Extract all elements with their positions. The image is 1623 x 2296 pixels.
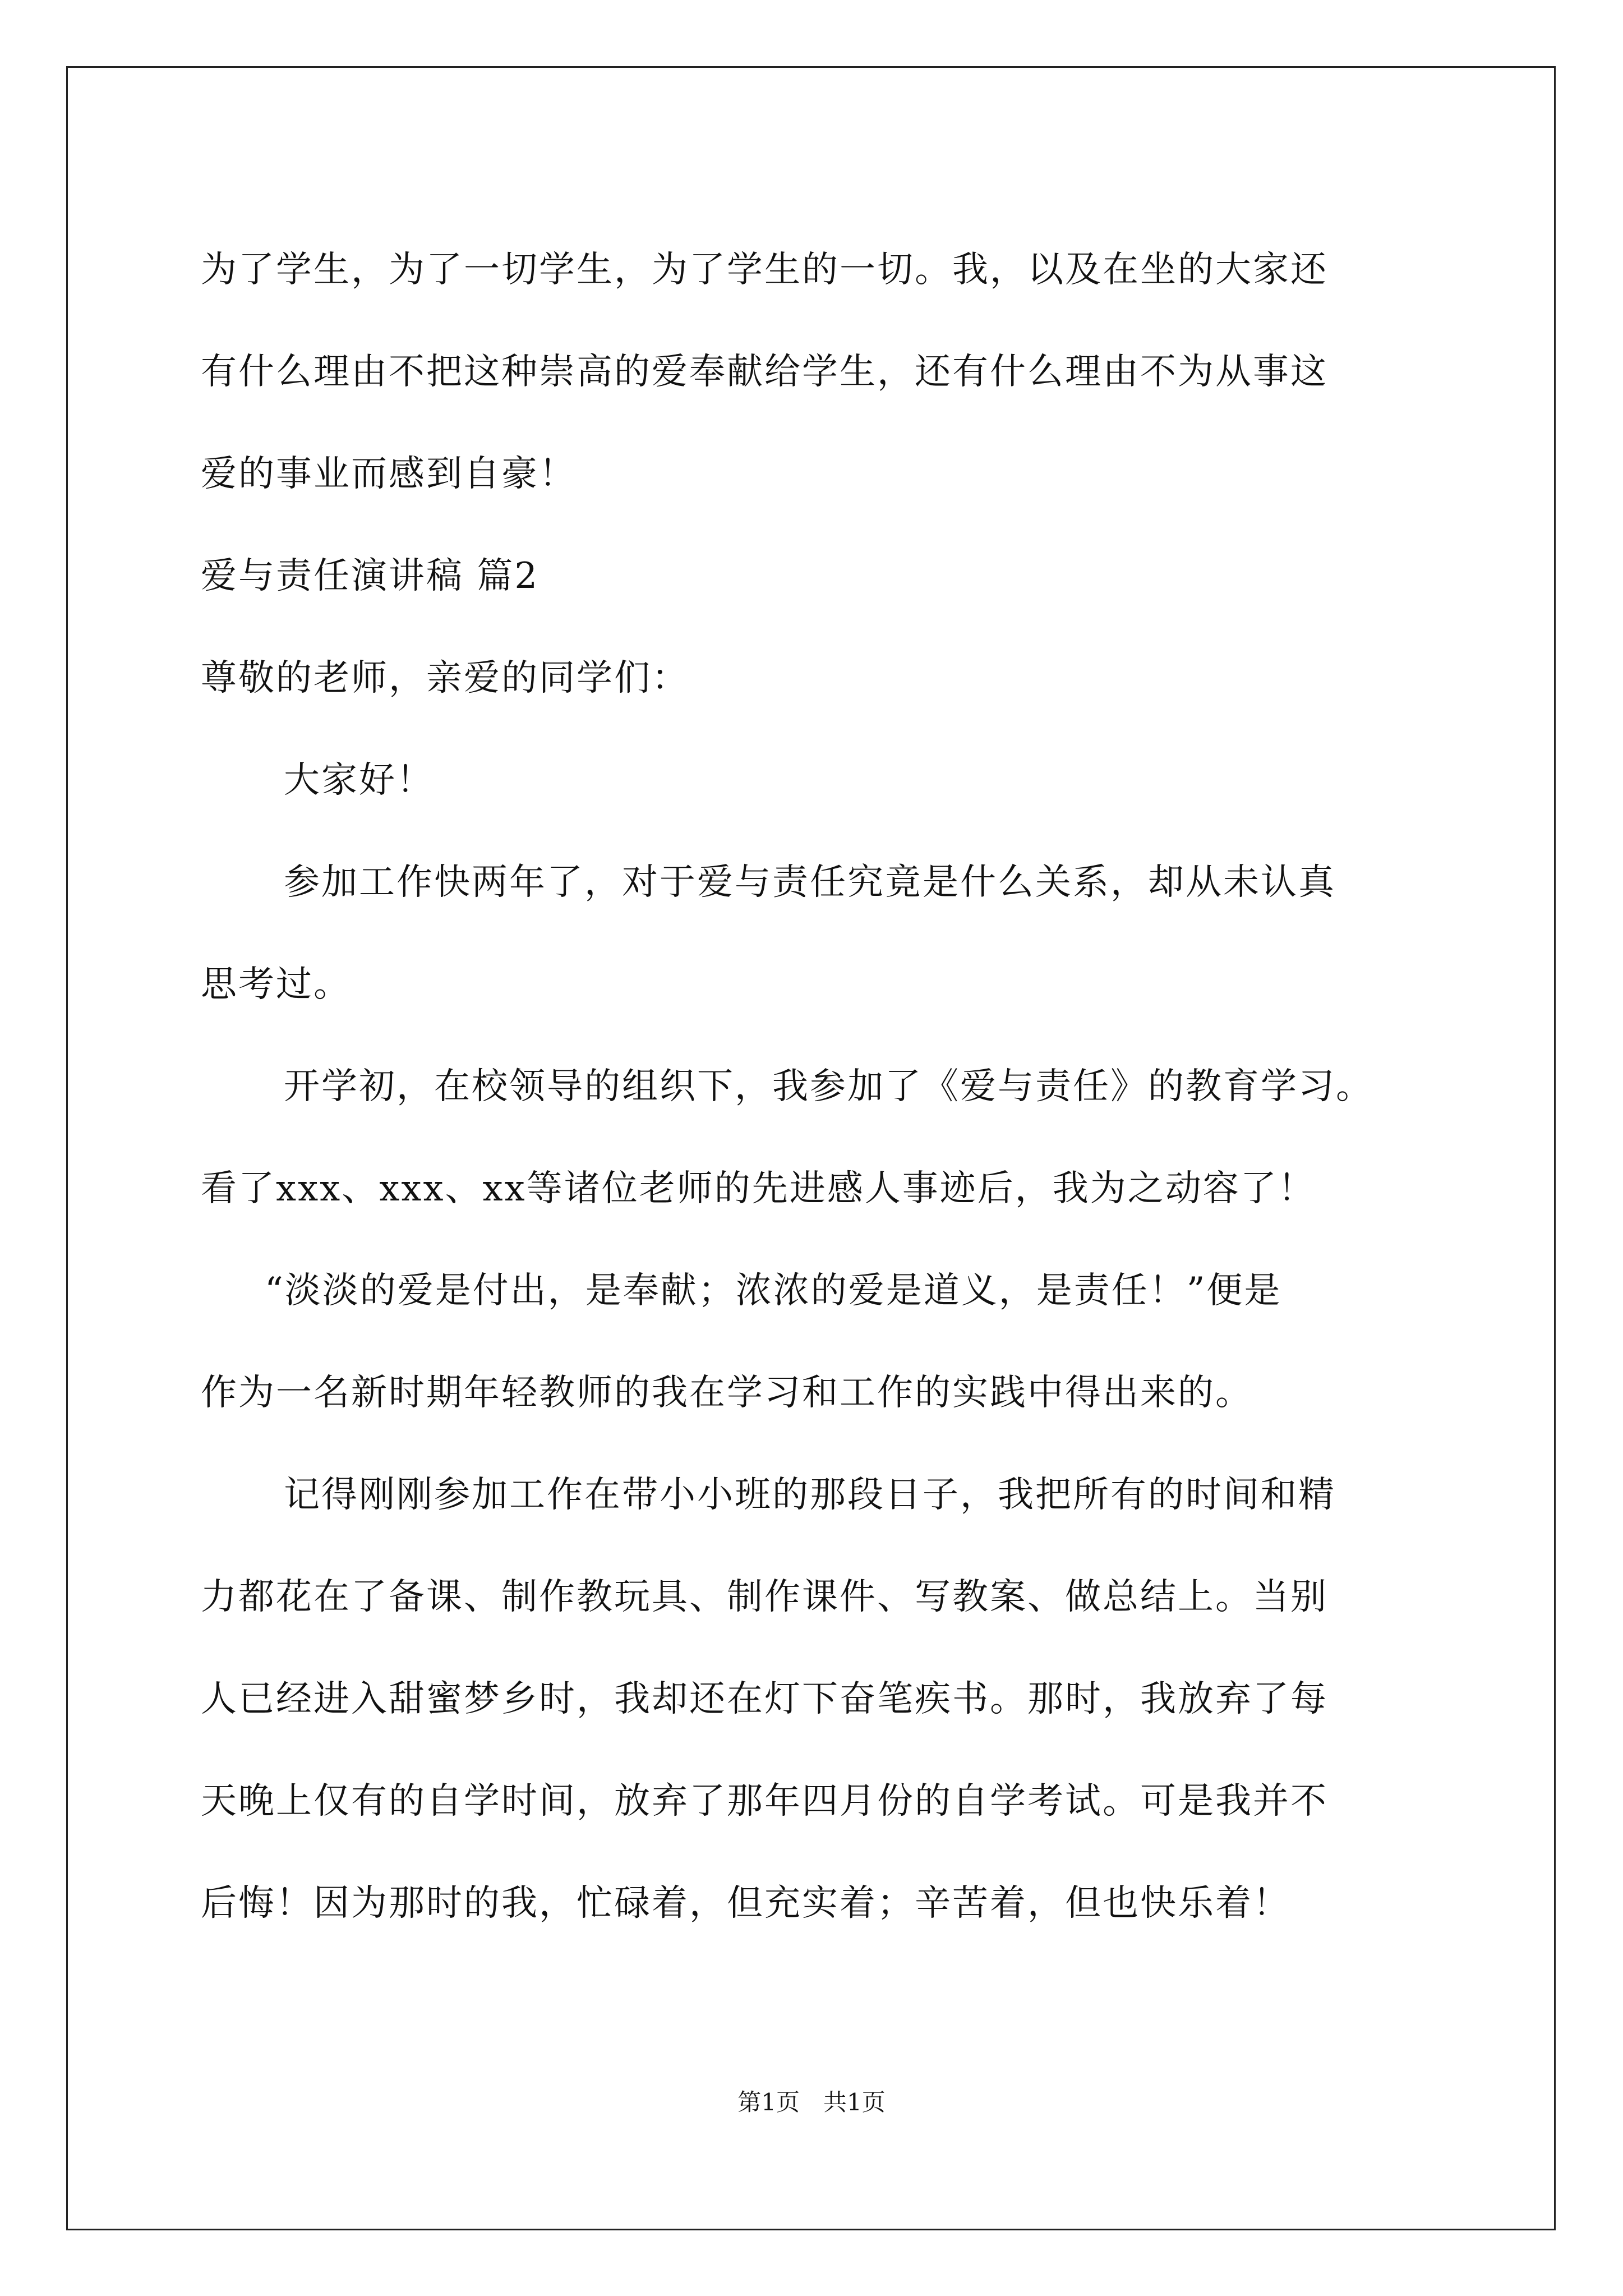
text-line: “淡淡的爱是付出，是奉献；浓浓的爱是道义，是责任！”便是	[265, 1270, 1282, 1312]
document-body	[201, 219, 1435, 1954]
text-line: 爱的事业而感到自豪！	[201, 453, 577, 495]
text-line: 天晚上仅有的自学时间，放弃了那年四月份的自学考试。可是我并不	[201, 1780, 1328, 1822]
greeting: 大家好！	[284, 760, 434, 801]
text-line: 参加工作快两年了，对于爱与责任究竟是什么关系，却从未认真	[284, 862, 1336, 903]
text-line: 思考过。	[201, 964, 351, 1005]
text-line: 后悔！因为那时的我，忙碌着，但充实着；辛苦着，但也快乐着！	[201, 1883, 1290, 1924]
salutation: 尊敬的老师，亲爱的同学们：	[201, 657, 689, 699]
page-number: 第1页 共1页	[737, 2088, 886, 2116]
text-line: 人已经进入甜蜜梦乡时，我却还在灯下奋笔疾书。那时，我放弃了每	[201, 1678, 1328, 1720]
text-line: 开学初，在校领导的组织下，我参加了《爱与责任》的教育学习。	[284, 1066, 1373, 1107]
text-line: 力都花在了备课、制作教玩具、制作课件、写教案、做总结上。当别	[201, 1576, 1328, 1618]
text-line: 为了学生，为了一切学生，为了学生的一切。我，以及在坐的大家还	[201, 249, 1328, 291]
section-heading: 爱与责任演讲稿 篇2	[201, 555, 540, 597]
text-line: 作为一名新时期年轻教师的我在学习和工作的实践中得出来的。	[201, 1372, 1253, 1414]
text-line: 看了xxx、xxx、xx等诸位老师的先进感人事迹后，我为之动容了！	[201, 1168, 1316, 1209]
text-line: 记得刚刚参加工作在带小小班的那段日子，我把所有的时间和精	[284, 1474, 1336, 1516]
text-line: 有什么理由不把这种崇高的爱奉献给学生，还有什么理由不为从事这	[201, 351, 1328, 393]
